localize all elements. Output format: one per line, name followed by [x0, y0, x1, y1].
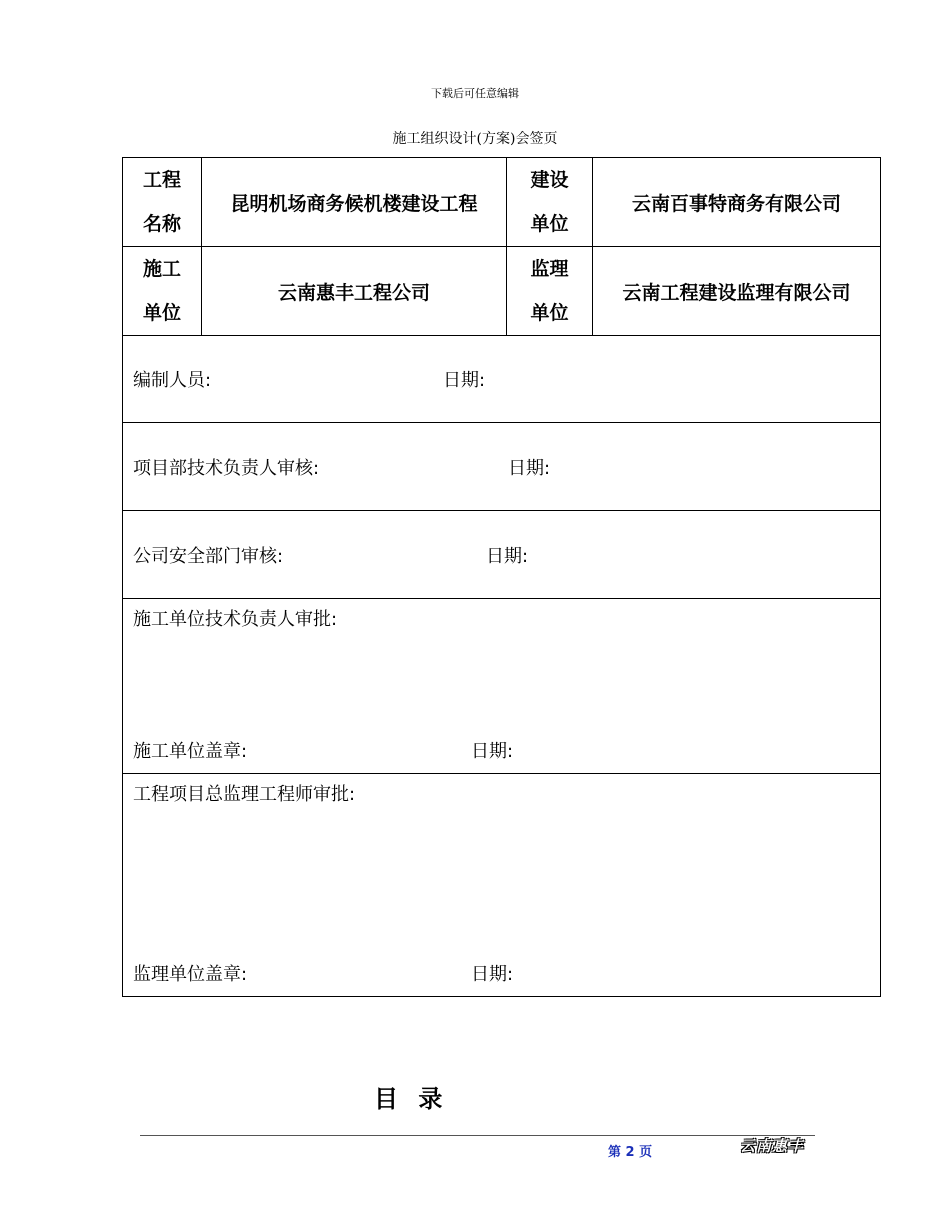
safety-review-row: [123, 511, 881, 599]
supervisor-approval-cell: [123, 774, 881, 997]
contractor-seal-date-label: 日期:: [471, 741, 514, 762]
supervisor-value: 云南工程建设监理有限公司: [593, 247, 881, 336]
supervisor-seal-date-label: 日期:: [471, 964, 514, 985]
contractor-approval-cell: [123, 599, 881, 774]
supervisor-seal-label: 监理单位盖章:: [133, 964, 248, 985]
page-number: 第 2 页: [608, 1145, 653, 1160]
compiler-cell: [123, 336, 881, 423]
supervisor-approval-row: [123, 774, 881, 997]
contractor-label: 施工 单位: [123, 247, 202, 336]
compiler-date-label: 日期:: [443, 370, 486, 391]
tech-review-cell: [123, 423, 881, 511]
tech-review-date-label: 日期:: [508, 457, 551, 479]
safety-review-date-label: 日期:: [486, 545, 529, 567]
builder-label: 建设 单位: [507, 158, 593, 247]
company-logo-mark: 云南惠丰: [740, 1137, 805, 1155]
footer-divider: [140, 1135, 815, 1136]
contractor-approval-label: 施工单位技术负责人审批:: [133, 609, 338, 630]
supervisor-label: 监理 单位: [507, 247, 593, 336]
safety-review-label: 公司安全部门审核:: [133, 545, 284, 567]
contractor-row: [123, 247, 881, 336]
supervisor-approval-label: 工程项目总监理工程师审批:: [133, 784, 356, 805]
project-name-value: 昆明机场商务候机楼建设工程: [202, 158, 507, 247]
project-name-label: 工程 名称: [123, 158, 202, 247]
document-title: 施工组织设计(方案)会签页: [392, 131, 558, 147]
contractor-seal-label: 施工单位盖章:: [133, 741, 248, 762]
contractor-approval-row: [123, 599, 881, 774]
tech-review-label: 项目部技术负责人审核:: [133, 457, 320, 479]
compiler-label: 编制人员:: [133, 370, 212, 391]
signoff-table: [122, 157, 881, 997]
safety-review-cell: [123, 511, 881, 599]
toc-title: 目 录: [374, 1085, 449, 1113]
header-note: 下载后可任意编辑: [431, 87, 519, 100]
compiler-row: [123, 336, 881, 423]
contractor-value: 云南惠丰工程公司: [202, 247, 507, 336]
tech-review-row: [123, 423, 881, 511]
builder-value: 云南百事特商务有限公司: [593, 158, 881, 247]
project-row: [123, 158, 881, 247]
